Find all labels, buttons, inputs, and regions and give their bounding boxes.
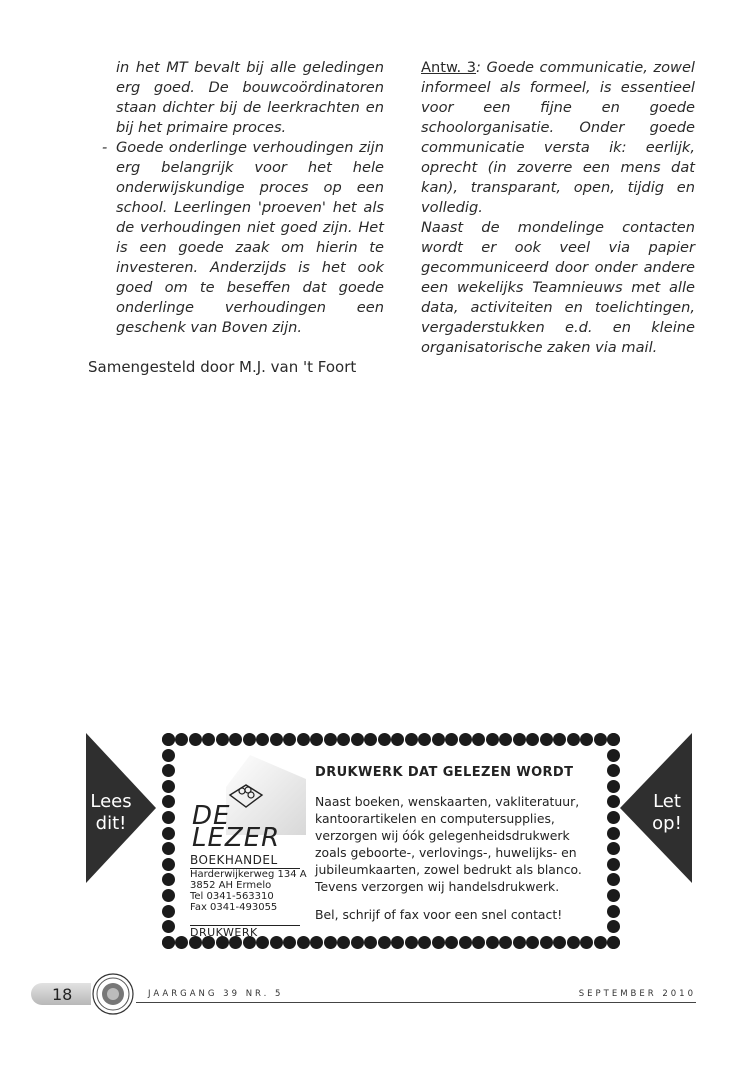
frame-dot	[418, 936, 431, 949]
frame-dot	[162, 889, 175, 902]
composed-by-line: Samengesteld door M.J. van 't Foort	[88, 358, 357, 376]
frame-dot	[324, 936, 337, 949]
frame-dot	[567, 936, 580, 949]
frame-dot	[607, 920, 620, 933]
frame-dot	[162, 749, 175, 762]
fax-line: Fax 0341-493055	[190, 902, 278, 913]
dot-row-top	[162, 733, 620, 746]
frame-dot	[607, 780, 620, 793]
frame-dot	[391, 936, 404, 949]
frame-dot	[283, 733, 296, 746]
shop-label: BOEKHANDEL	[190, 853, 278, 867]
frame-dot	[162, 842, 175, 855]
frame-dot	[229, 733, 242, 746]
left-badge-text	[86, 791, 136, 835]
footer-date: SEPTEMBER 2010	[578, 989, 696, 999]
frame-dot	[432, 936, 445, 949]
frame-dot	[607, 858, 620, 871]
dot-column-right	[607, 733, 620, 949]
right-badge-line-1: Let	[653, 791, 681, 812]
frame-dot	[607, 842, 620, 855]
frame-dot	[162, 873, 175, 886]
frame-dot	[364, 936, 377, 949]
frame-dot	[364, 733, 377, 746]
left-text-column	[102, 58, 384, 338]
frame-dot	[310, 936, 323, 949]
frame-dot	[405, 733, 418, 746]
address-line: Harderwijkerweg 134 A	[190, 869, 307, 880]
frame-dot	[270, 733, 283, 746]
left-badge-line-1: Lees	[90, 791, 132, 812]
frame-dot	[607, 889, 620, 902]
dot-column-left	[162, 733, 175, 949]
frame-dot	[162, 905, 175, 918]
frame-dot	[162, 795, 175, 808]
frame-dot	[499, 733, 512, 746]
frame-dot	[378, 733, 391, 746]
logo-text	[192, 801, 281, 853]
frame-dot	[297, 733, 310, 746]
right-paragraph-1	[421, 58, 695, 218]
frame-dot	[486, 936, 499, 949]
frame-dot	[540, 936, 553, 949]
frame-dot	[486, 733, 499, 746]
frame-dot	[580, 733, 593, 746]
frame-dot	[175, 733, 188, 746]
advert-headline: DRUKWERK DAT GELEZEN WORDT	[315, 765, 574, 780]
frame-dot	[540, 733, 553, 746]
frame-dot	[391, 733, 404, 746]
frame-dot	[283, 936, 296, 949]
right-badge-text	[642, 791, 692, 835]
frame-dot	[378, 936, 391, 949]
address-line: 3852 AH Ermelo	[190, 880, 272, 891]
frame-dot	[202, 733, 215, 746]
phone-line: Tel 0341-563310	[190, 891, 274, 902]
frame-dot	[337, 733, 350, 746]
frame-dot	[607, 936, 620, 949]
frame-dot	[162, 733, 175, 746]
frame-dot	[513, 733, 526, 746]
frame-dot	[256, 733, 269, 746]
frame-dot	[162, 811, 175, 824]
frame-dot	[432, 733, 445, 746]
frame-dot	[513, 936, 526, 949]
shop-address	[190, 869, 307, 913]
advertisement	[86, 725, 694, 955]
frame-dot	[607, 795, 620, 808]
bullet-dash: -	[102, 139, 108, 156]
frame-dot	[553, 733, 566, 746]
frame-dot	[162, 920, 175, 933]
frame-dot	[175, 936, 188, 949]
advert-contact: Bel, schrijf of fax voor een snel contact!	[315, 907, 563, 922]
frame-dot	[256, 936, 269, 949]
frame-dot	[607, 764, 620, 777]
frame-dot	[567, 733, 580, 746]
frame-dot	[526, 936, 539, 949]
logo-line-1: DE	[192, 801, 231, 831]
frame-dot	[607, 733, 620, 746]
frame-dot	[310, 733, 323, 746]
right-badge-line-2: op!	[652, 813, 682, 834]
left-badge-line-2: dit!	[95, 813, 127, 834]
frame-dot	[337, 936, 350, 949]
frame-dot	[472, 733, 485, 746]
frame-dot	[526, 733, 539, 746]
frame-dot	[553, 936, 566, 949]
frame-dot	[607, 749, 620, 762]
logo-line-2: LEZER	[192, 823, 281, 853]
frame-dot	[297, 936, 310, 949]
left-paragraph-2: Goede onderlinge verhoudingen zijn erg belangrijk voor het hele onderwijskundige proces op een school. Leerlingen 'proeven' het als de verhoudingen niet goed zijn. Het is een goede zaak om hierin te investeren. Anderzijds is het ook goed om te beseffen dat goede onderlinge verhoudingen een geschenk van Boven zijn.	[116, 139, 384, 336]
frame-dot	[472, 936, 485, 949]
frame-dot	[162, 827, 175, 840]
frame-dot	[162, 858, 175, 871]
page-footer	[0, 970, 738, 1020]
answer-label: Antw. 3	[421, 59, 477, 76]
frame-dot	[189, 733, 202, 746]
frame-dot	[351, 936, 364, 949]
frame-dot	[324, 733, 337, 746]
frame-dot	[445, 733, 458, 746]
frame-dot	[594, 733, 607, 746]
frame-dot	[162, 780, 175, 793]
answer-text: : Goede communicatie, zowel informeel als formeel, is essentieel voor een fijne en goede schoolorganisatie. Onder goede communicatie versta ik: eerlijk, oprecht (in zoverre een mens dat kan), transparant, open, tijdig en volledig.	[421, 59, 695, 216]
frame-dot	[594, 936, 607, 949]
frame-dot	[499, 936, 512, 949]
frame-dot	[162, 936, 175, 949]
print-label: DRUKWERK	[190, 926, 258, 939]
frame-dot	[243, 733, 256, 746]
frame-dot	[351, 733, 364, 746]
frame-dot	[580, 936, 593, 949]
advertisement-content	[186, 755, 606, 939]
footer-volume: JAARGANG 39 NR. 5	[148, 989, 284, 999]
right-text-column	[421, 58, 695, 358]
frame-dot	[607, 811, 620, 824]
page-number: 18	[52, 985, 73, 1004]
frame-dot	[405, 936, 418, 949]
frame-dot	[459, 936, 472, 949]
frame-dot	[607, 873, 620, 886]
frame-dot	[270, 936, 283, 949]
frame-dot	[607, 905, 620, 918]
frame-dot	[162, 764, 175, 777]
right-paragraph-2: Naast de mondelinge contacten wordt er ook veel via papier gecommuniceerd door onder andere een wekelijks Teamnieuws met alle data, activiteiten en toelichtingen, vergaderstukken e.d. en kleine organisatorische zaken via mail.	[421, 219, 695, 356]
frame-dot	[459, 733, 472, 746]
frame-dot	[445, 936, 458, 949]
left-paragraph-1: in het MT bevalt bij alle geledingen erg goed. De bouwcoördinatoren staan dichter bij de leerkrachten en bij het primaire proces.	[116, 59, 384, 136]
frame-dot	[418, 733, 431, 746]
left-bullet-paragraph	[102, 138, 384, 338]
advert-body: Naast boeken, wenskaarten, vakliteratuur, kantoorartikelen en computersupplies, verzorgen wij óók gelegenheidsdrukwerk zoals geboorte-, verlovings-, huwelijks- en jubileumkaarten, zowel bedrukt als blanco. Tevens verzorgen wij handelsdrukwerk.	[315, 794, 582, 894]
frame-dot	[607, 827, 620, 840]
footer-rule	[136, 1002, 696, 1003]
frame-dot	[216, 733, 229, 746]
emblem-icon	[92, 973, 134, 1015]
